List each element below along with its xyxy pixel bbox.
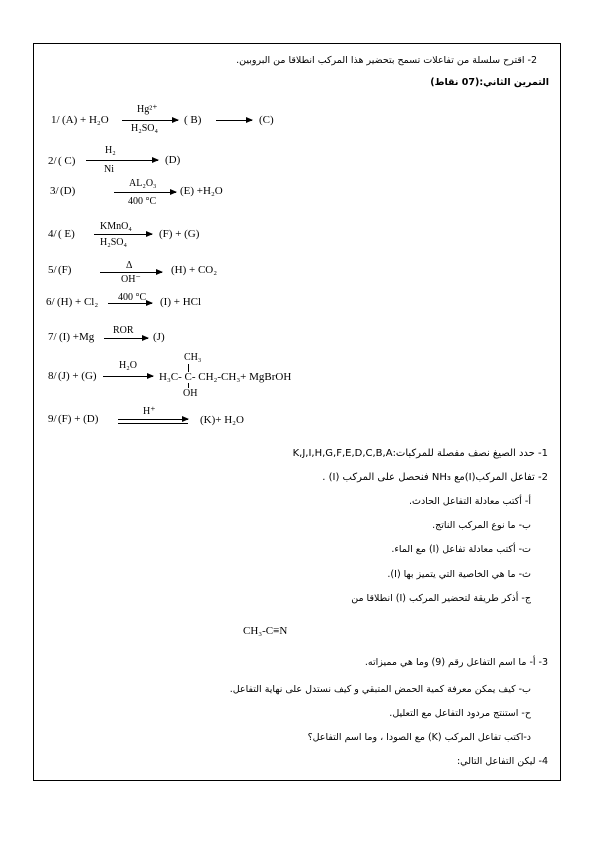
reaction-number: 2/ xyxy=(48,155,57,167)
reaction-arrow xyxy=(122,120,178,121)
reaction-number: 8/ xyxy=(48,370,57,382)
arrow-below-label: Ni xyxy=(104,164,114,175)
reaction-arrow xyxy=(94,234,152,235)
exercise-title: التمرين الثاني:(07 نقاط) xyxy=(430,77,549,88)
arrow-above-label: H₂O xyxy=(119,360,137,371)
product-substituent-top: CH₃ xyxy=(184,352,202,363)
question-1: 1- حدد الصيغ نصف مفصلة للمركبات:K,J,I,H,G,F,E,D,C,B,A xyxy=(292,448,548,459)
arrow-below-label: 400 °C xyxy=(128,196,157,207)
reaction-number: 9/ xyxy=(48,413,57,425)
reaction-arrow xyxy=(86,160,158,161)
equilibrium-arrow-forward xyxy=(118,419,188,420)
reaction-product: (F) + (G) xyxy=(159,228,200,240)
reaction-number: 3/ xyxy=(50,185,59,197)
reaction-product: (E) +H₂O xyxy=(180,185,223,197)
arrow-below-label: H₂SO₄ xyxy=(100,237,127,248)
question-2d: ث- ما هي الخاصية التي يتميز بها (I). xyxy=(387,569,531,580)
arrow-above-label: Hg²⁺ xyxy=(137,104,158,115)
question-2c: ت- أكتب معادلة تفاعل (I) مع الماء. xyxy=(391,544,531,555)
reaction-arrow xyxy=(103,376,153,377)
arrow-above-label: H₂ xyxy=(105,145,116,156)
question-3d: د-اكتب تفاعل المركب (K) مع الصودا ، وما اسم التفاعل؟ xyxy=(307,732,531,743)
reaction-number: 5/ xyxy=(48,264,57,276)
reaction-reactants: ( C) xyxy=(58,155,76,167)
reaction-product: H₃C- C- CH₂-CH₃+ MgBrOH xyxy=(159,371,292,383)
reaction-number: 6/ xyxy=(46,296,55,308)
reaction-reactants: (H) + Cl₂ xyxy=(57,296,99,308)
question-2a: أ- أكتب معادلة التفاعل الحادث. xyxy=(408,496,531,507)
reaction-reactants: (J) + (G) xyxy=(58,370,97,382)
reaction-product: (I) + HCl xyxy=(160,296,202,308)
reaction-arrow xyxy=(108,303,152,304)
reaction-reactants: (A) + H₂O xyxy=(62,114,109,126)
reaction-product: ( B) xyxy=(184,114,202,126)
equilibrium-arrow-backward xyxy=(118,423,188,424)
question-2b: ب- ما نوع المركب الناتج. xyxy=(432,520,531,531)
arrow-above-label: Δ xyxy=(126,260,133,271)
reaction-arrow xyxy=(216,120,252,121)
reaction-reactants: (D) xyxy=(60,185,76,197)
reaction-reactants: (F) xyxy=(58,264,72,276)
reaction-number: 7/ xyxy=(48,331,57,343)
question-3b: ب- كيف يمكن معرفة كمية الحمض المتبقي و كيف نستدل على نهاية التفاعل. xyxy=(229,684,531,695)
question-4: 4- ليكن التفاعل التالي: xyxy=(456,756,548,767)
reaction-number: 1/ xyxy=(51,114,60,126)
question-3c: ح- استنتج مردود التفاعل مع التعليل. xyxy=(389,708,531,719)
reaction-product: (K)+ H₂O xyxy=(200,414,244,426)
nitrile-formula: CH₃-C≡N xyxy=(243,625,288,637)
arrow-below-label: H₂SO₄ xyxy=(131,123,158,134)
reaction-arrow xyxy=(100,272,162,273)
reaction-product: (D) xyxy=(165,154,181,166)
question-2: 2- تفاعل المركب(I)مع NH₃ فنحصل على المركب (I) . xyxy=(322,472,548,483)
question-3: 3- أ- ما اسم التفاعل رقم (9) وما هي مميزاته. xyxy=(364,657,548,668)
reaction-arrow xyxy=(104,338,148,339)
reaction-product: (J) xyxy=(153,331,165,343)
reaction-reactants: ( E) xyxy=(58,228,75,240)
reaction-product: (H) + CO₂ xyxy=(171,264,218,276)
reaction-reactants: (F) + (D) xyxy=(58,413,99,425)
reaction-reactants: (I) +Mg xyxy=(59,331,95,343)
question-2e: ج- أذكر طريقة لتحضير المركب (I) انطلاقا من xyxy=(351,593,531,604)
reaction-number: 4/ xyxy=(48,228,57,240)
intro-line: 2- اقترح سلسلة من تفاعلات تسمح بتحضير هذا المركب انطلاقا من البروبين. xyxy=(236,55,537,66)
product-substituent-bottom: OH xyxy=(183,388,198,399)
arrow-above-label: AL₂O₃ xyxy=(129,178,157,189)
arrow-above-label: H⁺ xyxy=(143,406,156,417)
arrow-above-label: KMnO₄ xyxy=(100,221,132,232)
arrow-above-label: ROR xyxy=(113,325,134,336)
reaction-arrow xyxy=(114,192,176,193)
arrow-above-label: 400 °C xyxy=(118,292,147,303)
arrow-below-label: OH⁻ xyxy=(121,274,141,285)
reaction-product: (C) xyxy=(259,114,274,126)
